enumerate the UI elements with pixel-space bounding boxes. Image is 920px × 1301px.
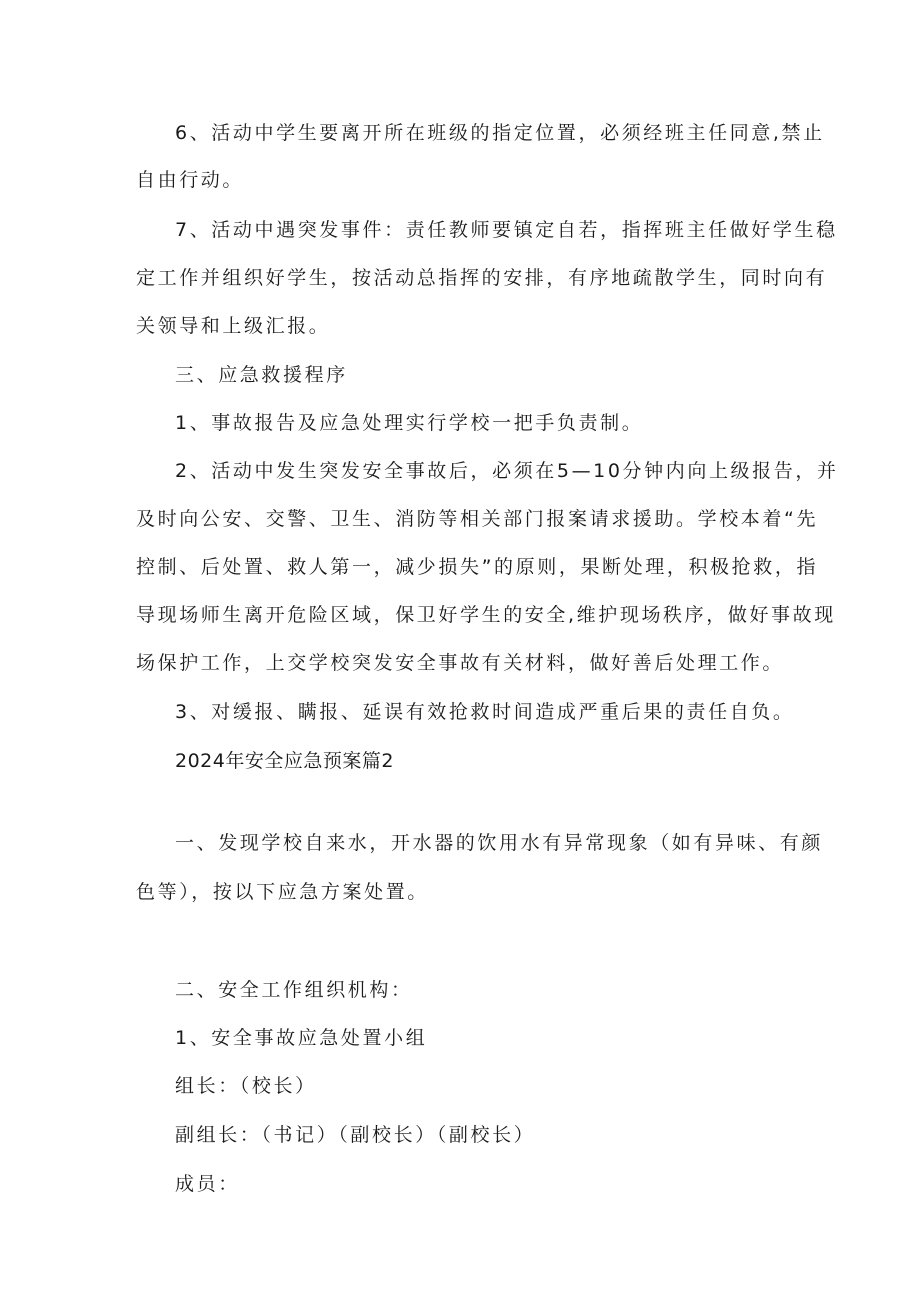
vice-leader-line: 副组长：（书记）（副校长）（副校长） <box>175 1124 536 1146</box>
part-2-heading: 二、安全工作组织机构： <box>175 979 413 1001</box>
paragraph-7-line-2: 定工作并组织好学生，按活动总指挥的安排，有序地疏散学生，同时向有 <box>136 267 828 289</box>
section-3-item-2-line-4: 导现场师生离开危险区域，保卫好学生的安全,维护现场秩序，做好事故现 <box>136 604 836 626</box>
paragraph-6-line-1: 6、活动中学生要离开所在班级的指定位置，必须经班主任同意,禁止 <box>175 122 825 144</box>
paragraph-6-line-2: 自由行动。 <box>136 169 245 191</box>
paragraph-7-line-3: 关领导和上级汇报。 <box>136 315 331 337</box>
part-2-item-1: 1、安全事故应急处置小组 <box>175 1027 428 1049</box>
section-3-item-1: 1、事故报告及应急处理实行学校一把手负责制。 <box>175 412 644 434</box>
section-3-item-2-line-5: 场保护工作，上交学校突发安全事故有关材料，做好善后处理工作。 <box>136 652 785 674</box>
leader-line: 组长：（校长） <box>175 1075 317 1097</box>
part-1-line-1: 一、发现学校自来水，开水器的饮用水有异常现象（如有异味、有颜 <box>175 832 824 854</box>
section-3-item-2-line-2: 及时向公安、交警、卫生、消防等相关部门报案请求援助。学校本着“先 <box>136 508 819 530</box>
document-title-2: 2024年安全应急预案篇2 <box>175 750 394 772</box>
section-3-item-3: 3、对缓报、瞒报、延误有效抢救时间造成严重后果的责任自负。 <box>175 701 795 723</box>
section-3-item-2-line-3: 控制、后处置、救人第一，减少损失”的原则，果断处理，积极抢救，指 <box>136 556 819 578</box>
part-1-line-2: 色等），按以下应急方案处置。 <box>136 881 429 903</box>
paragraph-7-line-1: 7、活动中遇突发事件：责任教师要镇定自若，指挥班主任做好学生稳 <box>175 219 838 241</box>
section-3-item-2-line-1: 2、活动中发生突发安全事故后，必须在5—10分钟内向上级报告，并 <box>175 460 839 482</box>
members-line: 成员： <box>175 1173 240 1195</box>
section-3-heading: 三、应急救援程序 <box>175 364 348 386</box>
